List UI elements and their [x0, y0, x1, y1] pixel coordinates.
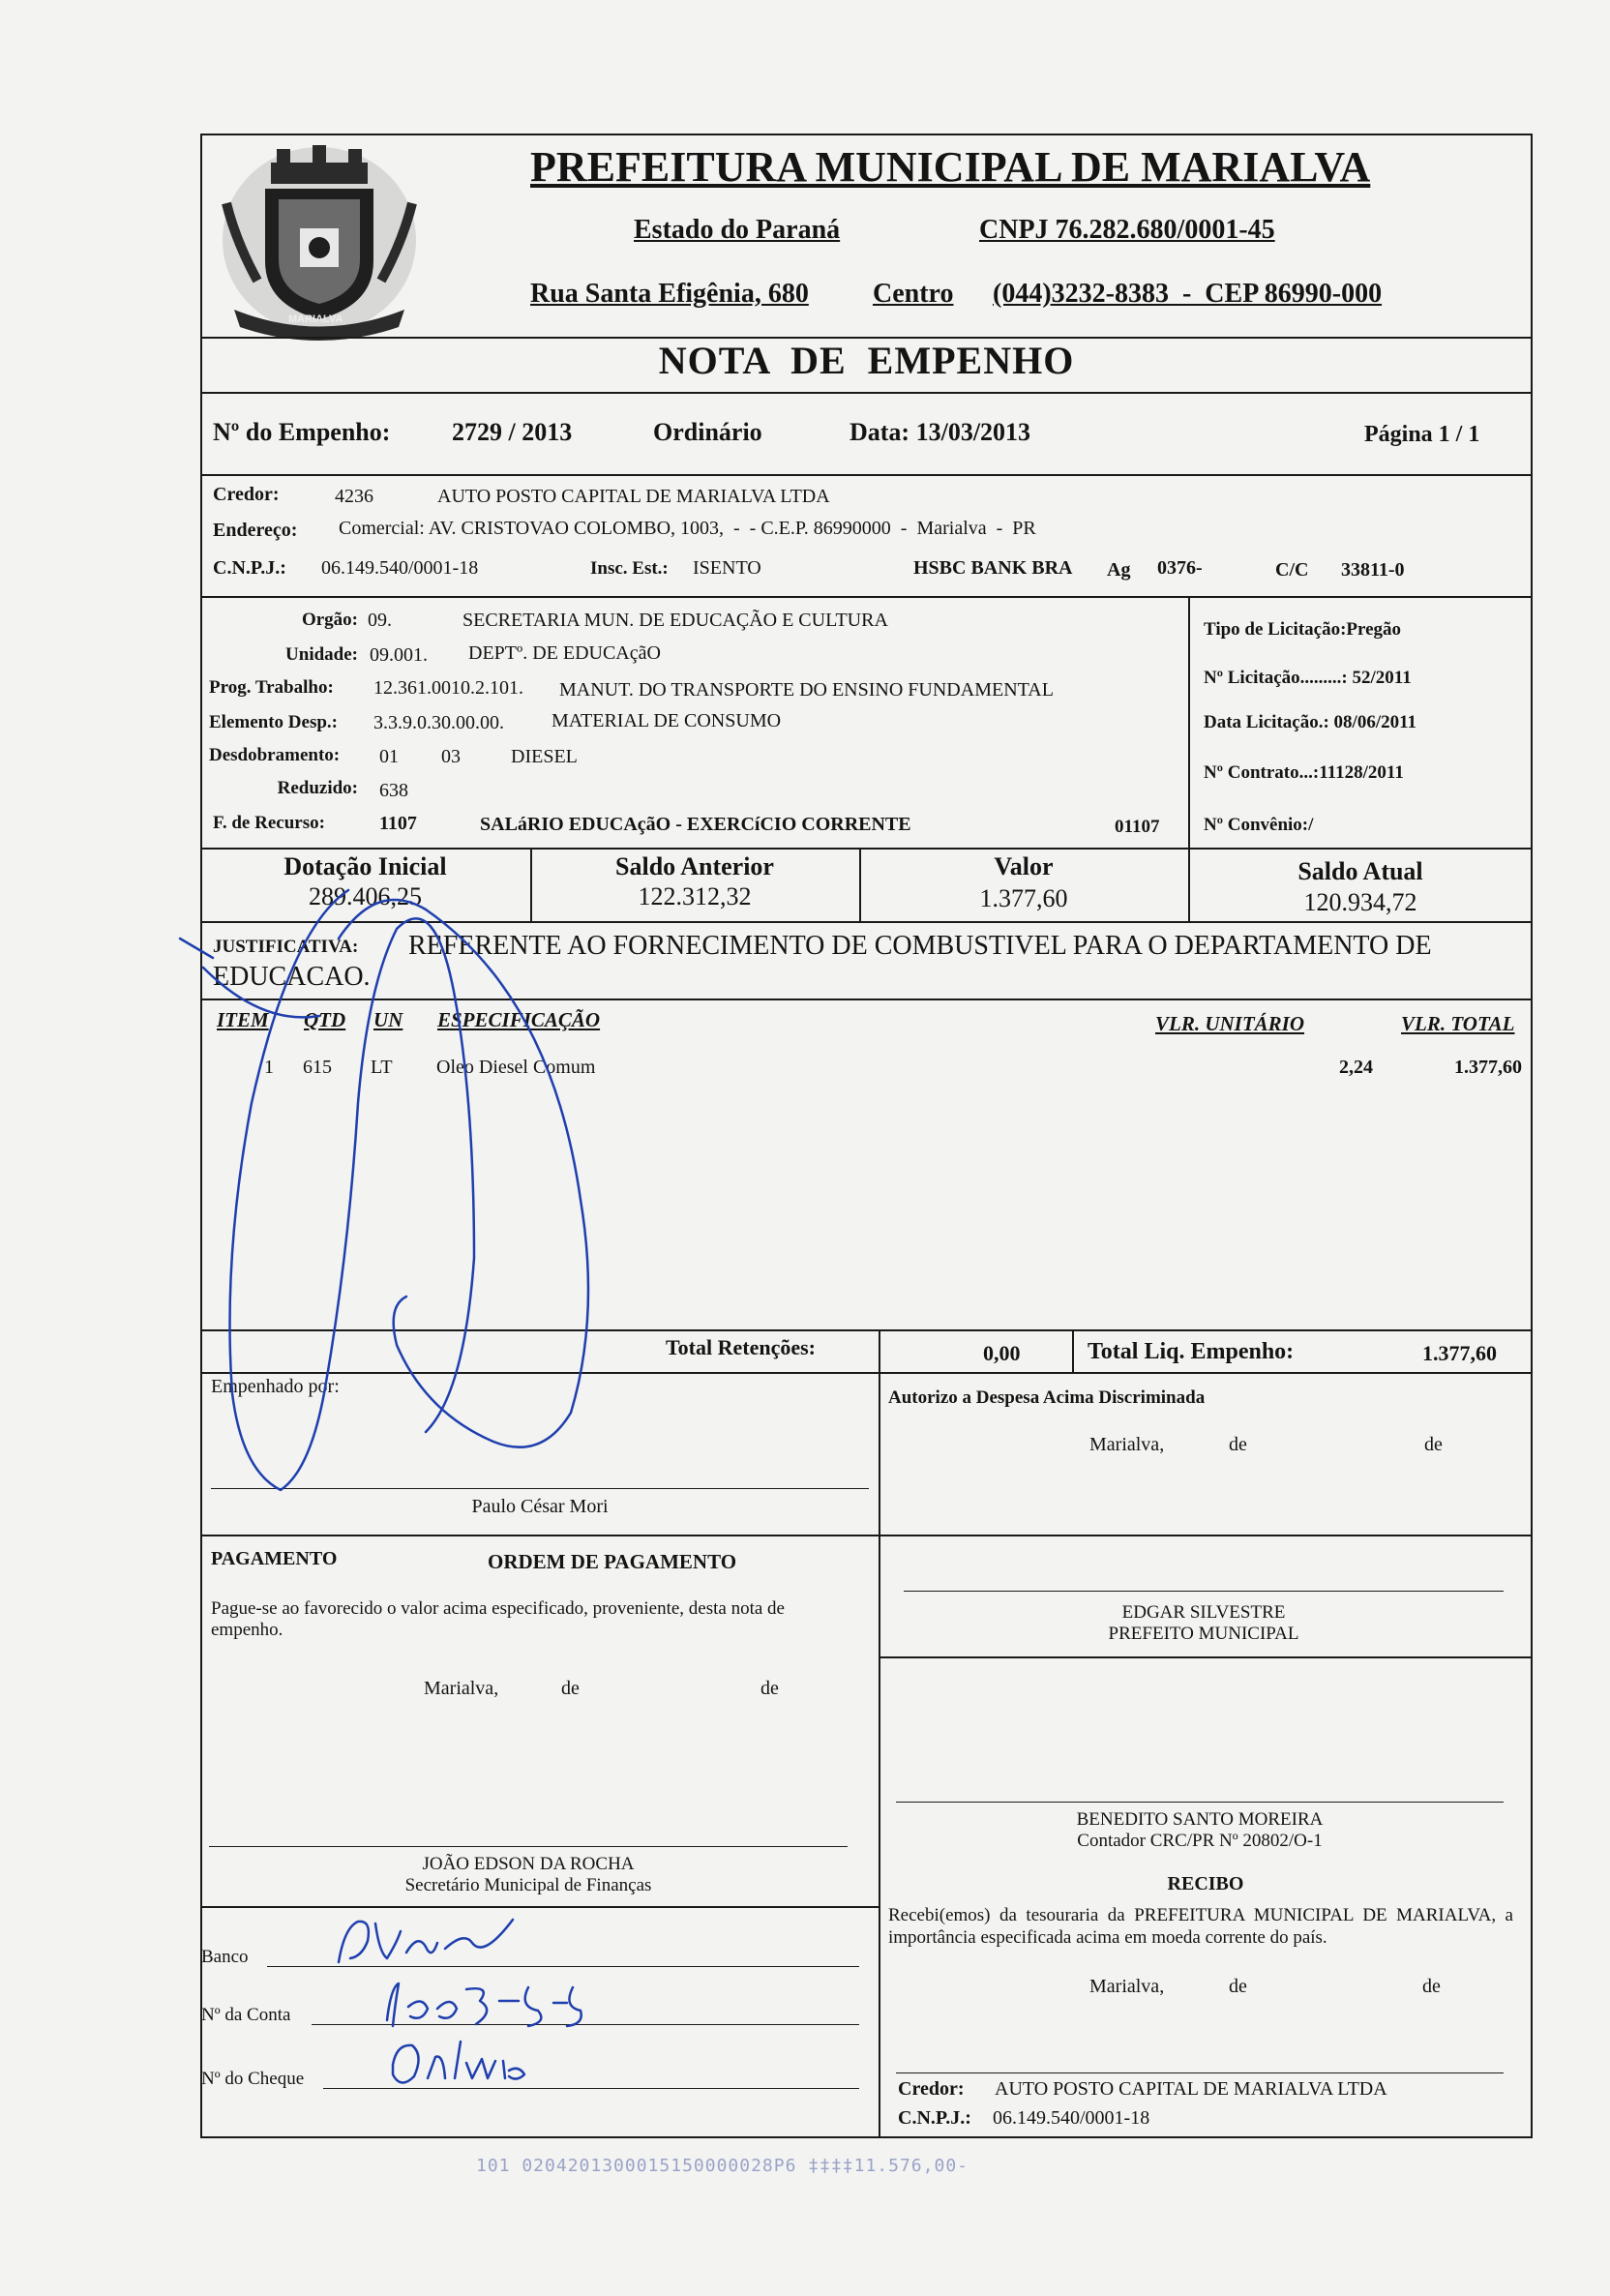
- prog-trabalho-label: Prog. Trabalho:: [209, 677, 334, 698]
- state-name: Estado do Paraná: [634, 215, 841, 245]
- dotacao-inicial-value: 289.406,25: [309, 882, 422, 910]
- recurso-name: SALáRIO EDUCAçãO - EXERCíCIO CORRENTE: [480, 814, 911, 835]
- empenho-type: Ordinário: [653, 418, 762, 446]
- desdobramento-b: 03: [441, 746, 461, 767]
- recibo-texto: Recebi(emos) da tesouraria da PREFEITURA MUNICIPAL DE MARIALVA, a importância especificada acima em moeda corrente do país.: [888, 1905, 1513, 1948]
- autorizo-de-1: de: [1229, 1434, 1247, 1455]
- saldo-atual-value: 120.934,72: [1303, 888, 1417, 916]
- data-licitacao: Data Licitação.: 08/06/2011: [1204, 712, 1417, 732]
- recurso-label: F. de Recurso:: [213, 813, 325, 833]
- orgao-label: Orgão:: [301, 610, 358, 630]
- valor-value: 1.377,60: [979, 884, 1068, 912]
- credor-code: 4236: [335, 486, 373, 507]
- col-item: ITEM: [217, 1008, 269, 1031]
- col-especificacao: ESPECIFICAÇÃO: [437, 1008, 601, 1031]
- coat-of-arms-logo: [207, 135, 432, 343]
- justificativa-line-1: REFERENTE AO FORNECIMENTO DE COMBUSTIVEL PARA O DEPARTAMENTO DE: [408, 931, 1432, 961]
- justificativa-line-2: EDUCACAO.: [213, 962, 371, 992]
- saldo-atual-label: Saldo Atual: [1297, 857, 1423, 885]
- elemento-desp-name: MATERIAL DE CONSUMO: [552, 710, 782, 731]
- desdobramento-label: Desdobramento:: [209, 745, 341, 765]
- bank-name: HSBC BANK BRA: [913, 557, 1073, 579]
- empenhado-por-nome: Paulo César Mori: [471, 1496, 609, 1517]
- row-qtd: 615: [303, 1057, 332, 1078]
- prefeito-cargo: PREFEITO MUNICIPAL: [1108, 1624, 1299, 1644]
- credor-address-label: Endereço:: [213, 520, 298, 541]
- conta-label: Nº da Conta: [201, 2005, 291, 2025]
- saldo-anterior-label: Saldo Anterior: [615, 852, 774, 880]
- banco-label: Banco: [201, 1947, 249, 1967]
- row-especificacao: Oleo Diesel Comum: [436, 1057, 596, 1078]
- document-title: NOTA DE EMPENHO: [658, 339, 1075, 382]
- autorizo-despesa: Autorizo a Despesa Acima Discriminada: [888, 1387, 1206, 1408]
- total-retencoes-value: 0,00: [983, 1341, 1021, 1365]
- autorizo-de-2: de: [1424, 1434, 1443, 1455]
- secretario-cargo: Secretário Municipal de Finanças: [404, 1875, 652, 1895]
- unidade-name: DEPTº. DE EDUCAçãO: [468, 642, 661, 664]
- footer-machine-stamp: 101 0204201300015150000028P6 ‡‡‡‡11.576,00-: [476, 2156, 969, 2176]
- recibo-de-2: de: [1422, 1976, 1441, 1997]
- dotacao-inicial-label: Dotação Inicial: [283, 852, 447, 880]
- handwritten-signature-scribble: [145, 851, 745, 1548]
- total-liq-label: Total Liq. Empenho:: [1088, 1339, 1295, 1364]
- contador-nome: BENEDITO SANTO MOREIRA: [1076, 1809, 1324, 1830]
- prefeito-nome: EDGAR SILVESTRE: [1121, 1602, 1286, 1623]
- credor-name: AUTO POSTO CAPITAL DE MARIALVA LTDA: [437, 486, 830, 507]
- recibo-credor-label: Credor:: [898, 2078, 965, 2100]
- elemento-desp-label: Elemento Desp.:: [209, 712, 338, 732]
- pagamento-label: PAGAMENTO: [211, 1548, 338, 1569]
- orgao-name: SECRETARIA MUN. DE EDUCAÇÃO E CULTURA: [462, 610, 888, 631]
- elemento-desp-code: 3.3.9.0.30.00.00.: [373, 712, 504, 733]
- credor-address: Comercial: AV. CRISTOVAO COLOMBO, 1003, - - C.E.P. 86990000 - Marialva - PR: [339, 518, 1036, 539]
- total-retencoes-label: Total Retenções:: [666, 1335, 816, 1359]
- municipality-phone-cep: (044)3232-8383 - CEP 86990-000: [993, 279, 1383, 309]
- desdobramento-name: DIESEL: [511, 746, 578, 767]
- desdobramento-a: 01: [379, 746, 399, 767]
- recibo-credor: AUTO POSTO CAPITAL DE MARIALVA LTDA: [995, 2078, 1387, 2100]
- empenho-number-label: Nº do Empenho:: [213, 418, 391, 446]
- recurso-code: 1107: [379, 813, 417, 834]
- municipality-address: Rua Santa Efigênia, 680: [530, 279, 809, 309]
- pague-de-2: de: [760, 1678, 779, 1699]
- cheque-label: Nº do Cheque: [201, 2069, 305, 2089]
- recibo-de-1: de: [1229, 1976, 1247, 1997]
- numero-convenio: Nº Convênio:/: [1204, 815, 1314, 835]
- bank-agency-label: Ag: [1107, 559, 1131, 581]
- handwritten-bank-signature: [329, 1914, 552, 1972]
- reduzido-value: 638: [379, 780, 408, 801]
- row-un: LT: [371, 1057, 393, 1078]
- reduzido-label: Reduzido:: [277, 778, 358, 798]
- municipality-title: PREFEITURA MUNICIPAL DE MARIALVA: [530, 143, 1371, 191]
- credor-cnpj: 06.149.540/0001-18: [321, 557, 479, 579]
- empenhado-por-label: Empenhado por:: [211, 1376, 340, 1397]
- recibo-cnpj-label: C.N.P.J.:: [898, 2107, 971, 2129]
- handwritten-cheque-online: [379, 2036, 563, 2094]
- prog-trabalho-code: 12.361.0010.2.101.: [373, 677, 523, 699]
- credor-cnpj-label: C.N.P.J.:: [213, 557, 286, 579]
- numero-contrato: Nº Contrato...:11128/2011: [1204, 762, 1404, 783]
- contador-cargo: Contador CRC/PR Nº 20802/O-1: [1077, 1831, 1323, 1851]
- bank-account-label: C/C: [1275, 559, 1309, 581]
- row-vlr-total: 1.377,60: [1454, 1057, 1522, 1078]
- bank-account: 33811-0: [1341, 559, 1405, 581]
- numero-licitacao: Nº Licitação.........: 52/2011: [1204, 668, 1412, 688]
- insc-est-label: Insc. Est.:: [590, 558, 669, 579]
- municipality-district: Centro: [873, 279, 954, 309]
- credor-label: Credor:: [213, 484, 280, 505]
- bank-agency: 0376-: [1157, 557, 1203, 579]
- autorizo-local: Marialva,: [1089, 1434, 1165, 1455]
- empenho-date: Data: 13/03/2013: [850, 418, 1031, 446]
- recurso-ref: 01107: [1115, 817, 1160, 837]
- recibo-title: RECIBO: [1167, 1873, 1244, 1894]
- justificativa-label: JUSTIFICATIVA:: [213, 937, 359, 957]
- empenho-number: 2729 / 2013: [452, 418, 573, 446]
- page-number: Página 1 / 1: [1364, 422, 1480, 447]
- orgao-code: 09.: [368, 610, 392, 631]
- handwritten-account-number: [373, 1978, 586, 2034]
- valor-label: Valor: [994, 852, 1054, 880]
- pague-local: Marialva,: [424, 1678, 499, 1699]
- col-vlr-total: VLR. TOTAL: [1401, 1012, 1515, 1035]
- tipo-licitacao: Tipo de Licitação:Pregão: [1204, 619, 1402, 640]
- recibo-local: Marialva,: [1089, 1976, 1165, 1997]
- unidade-label: Unidade:: [285, 644, 358, 665]
- recibo-cnpj: 06.149.540/0001-18: [993, 2107, 1150, 2129]
- saldo-anterior-value: 122.312,32: [638, 882, 752, 910]
- pague-se-texto: Pague-se ao favorecido o valor acima especificado, proveniente, desta nota de empenho.: [211, 1598, 785, 1640]
- municipality-cnpj: CNPJ 76.282.680/0001-45: [979, 215, 1275, 245]
- unidade-code: 09.001.: [370, 644, 428, 666]
- col-un: UN: [373, 1008, 403, 1031]
- total-liq-value: 1.377,60: [1422, 1341, 1497, 1365]
- col-qtd: QTD: [304, 1008, 346, 1031]
- row-vlr-unitario: 2,24: [1339, 1057, 1373, 1078]
- logo-ribbon-text: MARIALVA: [288, 313, 343, 325]
- ordem-pagamento-label: ORDEM DE PAGAMENTO: [488, 1550, 737, 1573]
- row-item: 1: [264, 1057, 274, 1078]
- pague-de-1: de: [561, 1678, 580, 1699]
- insc-est-value: ISENTO: [693, 557, 761, 579]
- prog-trabalho-name: MANUT. DO TRANSPORTE DO ENSINO FUNDAMENTAL: [559, 679, 1054, 701]
- col-vlr-unitario: VLR. UNITÁRIO: [1155, 1012, 1305, 1035]
- secretario-nome: JOÃO EDSON DA ROCHA: [422, 1854, 635, 1874]
